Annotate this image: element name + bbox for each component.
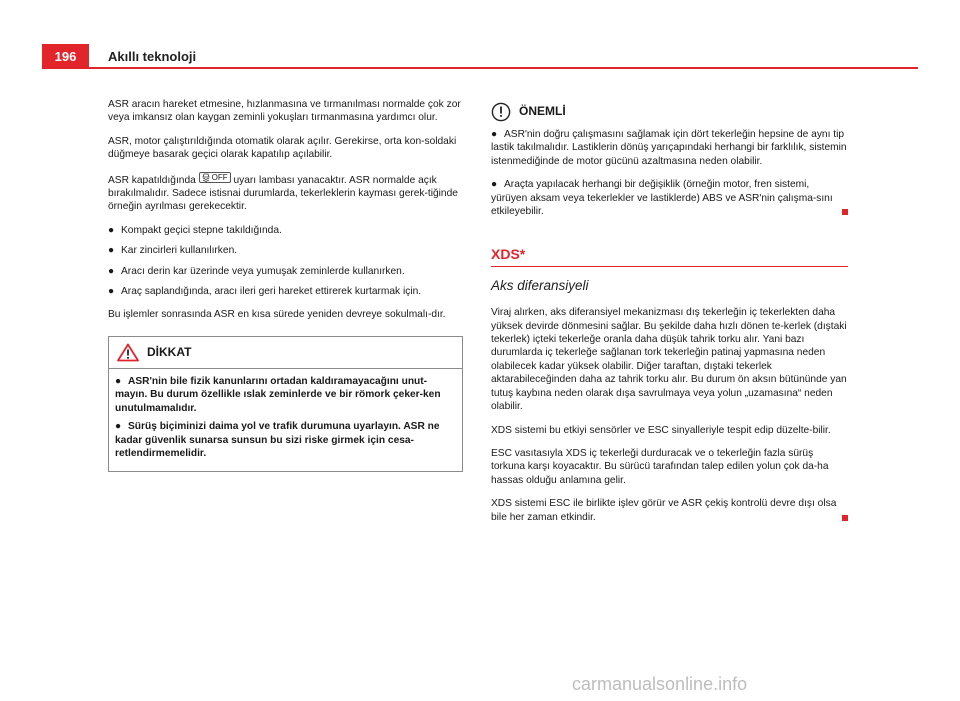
paragraph: Viraj alırken, aks diferansiyel mekanizması dış tekerleğin iç tekerlekten daha yüksek devirde dönmesini sağlar. Bu şekilde daha hızlı dönen te-kerlek (dıştaki tekerlek) içteki tekerleğe oranla daha düşük tahrik torku alır. Yani bazı durumlarda iç tekerleğe sağlanan tork tekerleğin patinaj yapmasına neden olabilecek kadar yüksek olabilir. Diğer taraftan, dıştaki tekerlek aktarabileceğinden daha az tahrik torku alır. Bu durum ön aksın bütününde yan tutuş kaybına neden olarak dışa savrulmaya veya yolun „uzamasına“ neden olabilir. xyxy=(491,307,847,413)
asr-off-lamp-icon xyxy=(199,172,231,183)
warning-title: DİKKAT xyxy=(147,344,192,359)
section-title: XDS* xyxy=(491,248,848,266)
watermark: carmanualsonline.info xyxy=(572,674,748,694)
paragraph-text: ASR kapatıldığında xyxy=(108,174,196,186)
warning-box xyxy=(108,336,463,472)
list-item: ● Sürüş biçiminizi daima yol ve trafik durumuna uyarlayın. ASR ne kadar güvenlik sunarsa sunsun bu sizi riske girmek için cesa-retlendirmemelidir. xyxy=(115,421,440,459)
paragraph: XDS sistemi bu etkiyi sensörler ve ESC sinyalleriyle tespit edip düzelte-bilir. xyxy=(491,424,831,436)
paragraph: ASR, motor çalıştırıldığında otomatik olarak açılır. Gerekirse, orta kon-soldaki düğmeye basarak geçici olarak kapatılıp açılabilir. xyxy=(108,135,457,161)
note-title: ÖNEMLİ xyxy=(519,104,566,119)
bullet-list xyxy=(108,224,463,299)
right-column xyxy=(491,102,848,534)
list-item: ● ASR'nin doğru çalışmasını sağlamak için dört tekerleğin hepsine de aynı tip lastik takılmalıdır. Lastiklerin dönüş yarıçapındaki herhangi bir farklılık, sistemin istenmediğinde de motor gücünü azaltmasına neden olabilir. xyxy=(491,129,847,167)
header-rule xyxy=(42,67,918,69)
list-item: ● Kompakt geçici stepne takıldığında. xyxy=(108,224,282,236)
left-column xyxy=(108,98,463,472)
page-number: 196 xyxy=(42,44,89,68)
warning-header xyxy=(109,337,462,369)
exclamation-circle-icon xyxy=(491,102,511,122)
list-item: ● Aracı derin kar üzerinde veya yumuşak zeminlerde kullanırken. xyxy=(108,265,405,277)
list-item: ● Kar zincirleri kullanılırken. xyxy=(108,245,238,257)
paragraph xyxy=(108,172,463,214)
paragraph: ASR aracın hareket etmesine, hızlanmasına ve tırmanılması normalde çok zor veya imkansız olan kaygan zeminli yokuşları tırmanmasına yardımcı olur. xyxy=(108,99,461,124)
chapter-title: Akıllı teknoloji xyxy=(108,49,197,64)
traction-car-icon xyxy=(202,173,210,182)
note-header xyxy=(491,102,848,122)
warning-triangle-icon xyxy=(117,343,139,362)
paragraph-text: uyarı lambası yanacaktır. ASR normalde açık bırakılmalıdır. Sadece istisnai durumlarda, tekerleklerin kayması gerek-tiğinde örneğin ayrılması gerekecektir. xyxy=(108,174,458,213)
paragraph: ESC vasıtasıyla XDS iç tekerleği durduracak ve o tekerleğin fazla sürüş torkuna karşı koyacaktır. Bu sürücü tarafından talep edilen yolun çok da-ha hassas olduğu anlamına gelir. xyxy=(491,447,829,486)
section-end-marker xyxy=(842,209,848,215)
list-item: ● ASR'nin bile fizik kanunlarını ortadan kaldıramayacağını unut-mayın. Bu durum özellikle ıslak zeminlerde ve bir römork çeker-ken unutulmamalıdır. xyxy=(115,375,441,414)
lamp-label: OFF xyxy=(211,172,228,182)
section-end-marker xyxy=(842,515,848,521)
paragraph: XDS sistemi ESC ile birlikte işlev görür ve ASR çekiş kontrolü devre dışı olsa bile her zaman etkindir. xyxy=(491,497,848,524)
warning-body xyxy=(109,369,462,471)
list-item: ● Araç saplandığında, aracı ileri geri hareket ettirerek kurtarmak için. xyxy=(108,286,422,298)
list-item: ● Araçta yapılacak herhangi bir değişiklik (örneğin motor, fren sistemi, yürüyen aksam veya tekerlekler ve lastiklerde) ABS ve ASR'nin çalışma-sını etkileyebilir. xyxy=(491,178,848,218)
subsection-title: Aks diferansiyeli xyxy=(491,277,589,293)
paragraph: Bu işlemler sonrasında ASR en kısa sürede yeniden devreye sokulmalı-dır. xyxy=(108,309,446,321)
